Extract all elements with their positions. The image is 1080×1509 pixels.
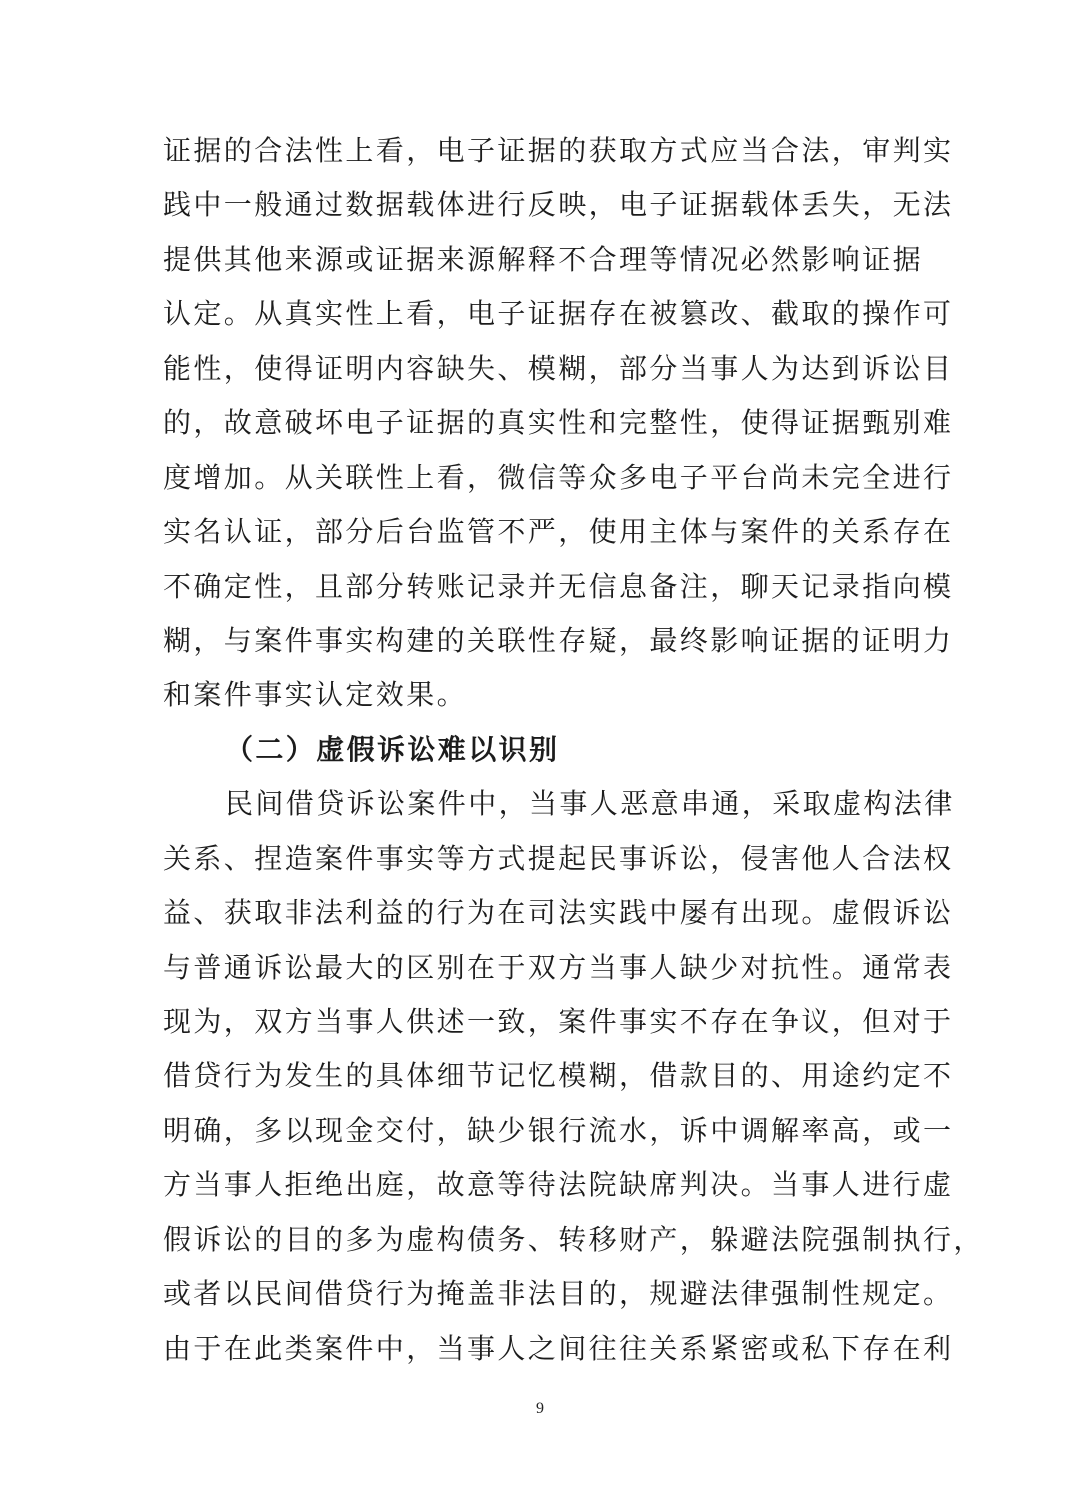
text-line: 糊，与案件事实构建的关联性存疑，最终影响证据的证明力 [163, 623, 954, 657]
text-line: 的，故意破坏电子证据的真实性和完整性，使得证据甄别难 [163, 406, 954, 440]
text-line: 证据的合法性上看，电子证据的获取方式应当合法，审判实 [163, 134, 954, 167]
text-line: 提供其他来源或证据来源解释不合理等情况必然影响证据 [163, 242, 924, 276]
text-line: 实名认证，部分后台监管不严，使用主体与案件的关系存在 [163, 515, 954, 549]
page-number: 9 [536, 1400, 544, 1417]
text-line: 方当事人拒绝出庭，故意等待法院缺席判决。当事人进行虚 [163, 1168, 954, 1202]
text-line: 关系、捏造案件事实等方式提起民事诉讼，侵害他人合法权 [163, 841, 954, 875]
text-line: 明确，多以现金交付，缺少银行流水，诉中调解率高，或一 [163, 1113, 954, 1147]
text-line: 能性，使得证明内容缺失、模糊，部分当事人为达到诉讼目 [163, 351, 954, 385]
text-line: 现为，双方当事人供述一致，案件事实不存在争议，但对于 [163, 1005, 954, 1038]
text-line: 不确定性，且部分转账记录并无信息备注，聊天记录指向模 [163, 569, 954, 603]
text-line: 假诉讼的目的多为虚构债务、转移财产，躲避法院强制执行， [163, 1222, 984, 1256]
text-line: 由于在此类案件中，当事人之间往往关系紧密或私下存在利 [163, 1331, 954, 1365]
text-line: 和案件事实认定效果。 [163, 678, 468, 712]
text-line: 与普通诉讼最大的区别在于双方当事人缺少对抗性。通常表 [163, 950, 954, 984]
text-line: 或者以民间借贷行为掩盖非法目的，规避法律强制性规定。 [163, 1277, 954, 1311]
text-line: 践中一般通过数据载体进行反映，电子证据载体丢失，无法 [163, 188, 954, 222]
text-line: 认定。从真实性上看，电子证据存在被篡改、截取的操作可 [163, 297, 954, 331]
body-text [163, 124, 984, 1376]
text-line: 益、获取非法利益的行为在司法实践中屡有出现。虚假诉讼 [163, 896, 954, 930]
text-line: 民间借贷诉讼案件中，当事人恶意串通，采取虚构法律 [225, 787, 955, 821]
text-line: 度增加。从关联性上看，微信等众多电子平台尚未完全进行 [163, 460, 954, 494]
section-heading: （二）虚假诉讼难以识别 [225, 732, 560, 766]
text-line: 借贷行为发生的具体细节记忆模糊，借款目的、用途约定不 [163, 1059, 954, 1093]
